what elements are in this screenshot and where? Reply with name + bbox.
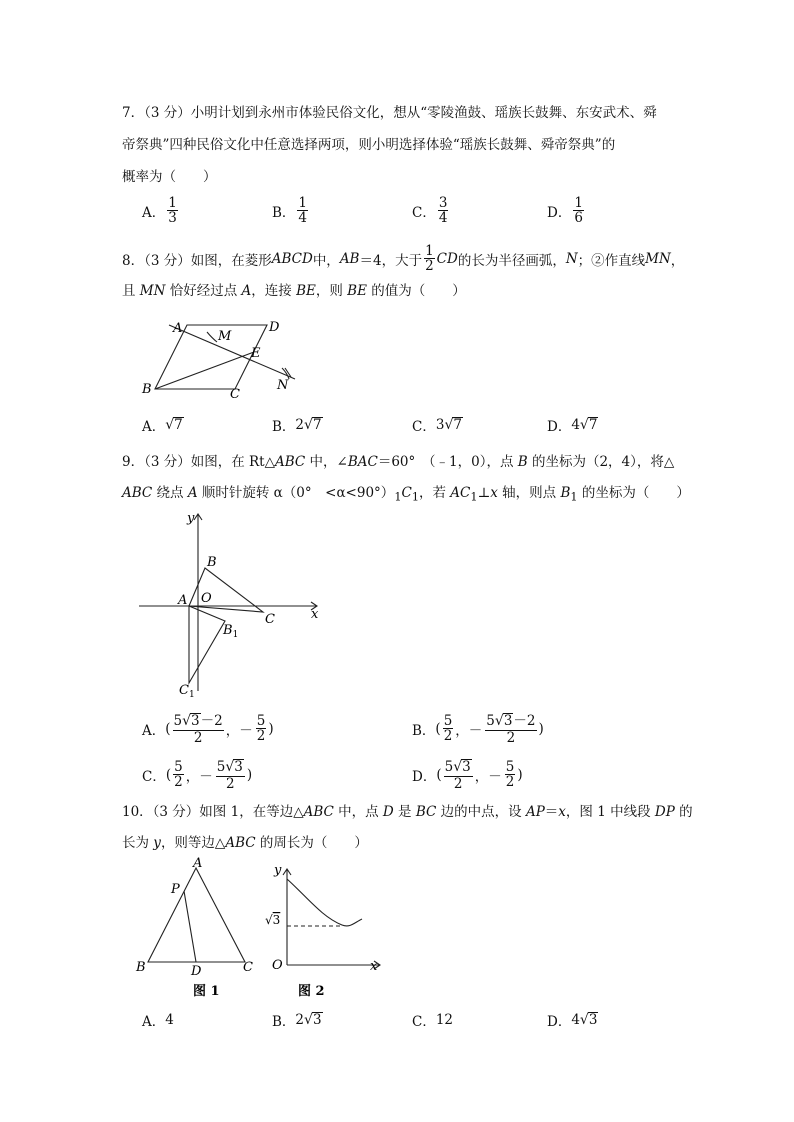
option-label: C． [142, 768, 166, 785]
coef: 5 [216, 759, 226, 775]
text: B [560, 485, 571, 501]
q7-option-b[interactable] [272, 196, 310, 225]
text: 中，∠ [305, 454, 348, 470]
paren-open: ( [165, 720, 171, 737]
text: 边的中点，设 [436, 804, 526, 820]
text: ⊥ [477, 485, 491, 501]
coef: 5 [173, 713, 183, 729]
label-o: O [272, 958, 283, 973]
q10-figure-1 [133, 857, 263, 1000]
option-fraction [167, 196, 178, 225]
text: ABC [225, 835, 256, 851]
text: ABCD [271, 250, 313, 267]
coef: 5 [444, 759, 454, 775]
option-fraction [573, 196, 584, 225]
text: ，连接 [251, 283, 297, 299]
figure-caption-1: 图 1 [193, 984, 220, 999]
text: BE [296, 283, 316, 299]
label-x: x [311, 607, 319, 622]
numerator: 1 [168, 195, 177, 211]
option-label: A． [142, 419, 166, 435]
label-n: N [277, 378, 289, 393]
radicand: 3 [588, 1011, 598, 1028]
text: ，则等边△ [160, 835, 226, 851]
label-a: A [173, 321, 183, 336]
label-b1-sub: 1 [232, 630, 239, 640]
label-m: M [218, 329, 232, 344]
curve [287, 879, 362, 926]
text: 绕点 [152, 485, 188, 501]
radicand: 7 [312, 416, 322, 433]
triangle-ab1c1 [189, 606, 225, 683]
figure-caption-2: 图 2 [298, 984, 325, 999]
text: BAC [347, 454, 378, 470]
denominator: 2 [453, 775, 463, 792]
label-o: O [201, 591, 212, 606]
option-label: B． [272, 204, 296, 221]
sqrt-icon: √ [579, 1012, 589, 1028]
q10-stem-line1 [122, 800, 693, 820]
sqrt-icon: √ [165, 417, 175, 433]
text: AC [450, 485, 471, 501]
label-b1 [222, 623, 238, 640]
numerator [444, 759, 473, 777]
paren-close: ) [268, 720, 274, 737]
text: x [558, 804, 566, 820]
label-y: y [187, 511, 195, 526]
text: ＝ [544, 804, 559, 820]
label-c: C [243, 960, 253, 975]
option-label: A． [142, 722, 166, 739]
fraction-1 [443, 714, 454, 743]
text: DP [654, 804, 675, 820]
q9-option-b[interactable] [412, 713, 544, 745]
subscript: 1 [411, 490, 419, 504]
coef: 5 [486, 713, 495, 729]
q9-stem-line1 [122, 450, 674, 470]
label-c1 [179, 683, 195, 700]
text: ＝4，大于 [359, 252, 423, 269]
radicand: 3 [312, 1011, 322, 1028]
label-p: P [171, 882, 180, 897]
coefficient: 3 [435, 417, 445, 433]
text: 恰好经过点 [165, 283, 242, 299]
denominator: 2 [174, 774, 183, 791]
option-label: B． [412, 722, 436, 739]
text: x [490, 485, 498, 501]
separator: ， [455, 722, 469, 739]
text: ， [670, 252, 685, 269]
q9-coordinate-figure [135, 508, 327, 700]
numerator [173, 713, 224, 731]
fraction-2 [256, 714, 267, 743]
q9-option-d[interactable] [412, 759, 523, 791]
coefficient: 2 [295, 417, 305, 433]
q7-stem-line2: 帝祭典”四种民俗文化中任意选择两项，则小明选择体验“瑶族长鼓舞、舜帝祭典”的 [122, 137, 616, 153]
text: MN [645, 250, 671, 267]
segment-be [155, 352, 254, 389]
text: y [153, 835, 161, 851]
paren-close: ) [517, 766, 523, 783]
q10-stem-line2 [122, 831, 368, 851]
radicand: 3 [191, 713, 200, 729]
q8-stem-line1 [122, 244, 684, 273]
denominator: 6 [574, 210, 583, 227]
label-y: y [274, 863, 282, 878]
coefficient: 2 [295, 1012, 305, 1028]
option-label: C． [412, 204, 436, 221]
q10-option-a[interactable] [142, 1010, 174, 1030]
denominator: 2 [225, 775, 235, 792]
radicand: 3 [503, 713, 513, 729]
q8-option-a[interactable] [142, 415, 184, 435]
subscript: 1 [470, 490, 478, 504]
fraction-1 [173, 713, 224, 745]
label-sqrt3 [265, 913, 280, 927]
q8-rhombus-figure [135, 312, 310, 404]
q8-stem-line2 [122, 279, 466, 299]
denominator: 4 [298, 210, 308, 227]
q10-figure-2 [262, 857, 392, 1000]
text: ；②作直线 [577, 252, 646, 269]
q8-option-c[interactable] [412, 415, 463, 435]
paren-open: ( [435, 720, 441, 737]
text: 的坐标为（2，4），将△ [527, 454, 675, 470]
denominator: 3 [168, 210, 177, 227]
numerator: 5 [443, 713, 453, 730]
numerator: 1 [298, 195, 308, 211]
numerator [485, 713, 536, 731]
separator: ， [474, 768, 489, 785]
text: 的坐标为（ ） [577, 485, 690, 501]
radicand: 3 [272, 913, 281, 927]
text: N [565, 250, 578, 267]
text: MN [139, 283, 166, 299]
label-x: x [370, 959, 378, 974]
text: 长为 [122, 835, 154, 851]
text: 顺时针旋转 α（0° <α<90°） [197, 485, 395, 501]
option-fraction [438, 196, 449, 225]
text: CD [436, 250, 458, 267]
text: ，则 [315, 283, 348, 299]
fraction-2 [216, 759, 245, 791]
text: A [241, 283, 252, 299]
q7-option-d[interactable] [547, 196, 586, 225]
numerator: 1 [574, 195, 583, 211]
numerator: 5 [256, 713, 266, 730]
label-e: E [251, 346, 261, 361]
text: D [382, 804, 394, 820]
radicand: 7 [588, 416, 598, 433]
numerator: 5 [505, 759, 515, 776]
text: 且 [122, 283, 140, 299]
text: 的值为（ ） [366, 283, 466, 299]
paren-open: ( [165, 766, 172, 783]
numerator: 5 [174, 759, 183, 776]
text: 的 [674, 804, 693, 820]
text: ABC [303, 804, 334, 820]
sqrt-icon: √ [579, 417, 589, 433]
q10-option-b[interactable] [272, 1010, 323, 1030]
label-c: C [265, 612, 275, 627]
text: BE [347, 283, 367, 299]
text: B [517, 454, 528, 470]
separator: ， [185, 768, 200, 785]
minus: － [199, 768, 213, 785]
text: 9．（3 分）如图，在 Rt△ [122, 454, 275, 470]
label-b: B [136, 960, 146, 975]
coefficient: 4 [571, 417, 580, 433]
q7-option-c[interactable] [412, 196, 450, 225]
sqrt-icon: √ [494, 713, 504, 729]
q9-option-c[interactable] [142, 759, 252, 791]
label-b: B [207, 555, 217, 570]
text: 中，点 [333, 804, 383, 820]
paren-close: ) [246, 766, 253, 783]
subscript: 1 [394, 490, 402, 504]
denominator: 2 [425, 258, 434, 275]
paren-open: ( [436, 766, 442, 783]
option-value: 12 [435, 1012, 454, 1028]
denominator: 2 [193, 729, 203, 746]
label-b: B [142, 382, 152, 397]
text: 的周长为（ ） [255, 835, 368, 851]
label-c: C [230, 387, 240, 402]
tail: －2 [513, 713, 536, 729]
numerator [216, 759, 245, 777]
minus: － [468, 722, 483, 739]
fraction-2 [505, 760, 516, 789]
numerator: 1 [425, 243, 434, 259]
denominator: 2 [506, 729, 516, 746]
subscript: 1 [570, 490, 578, 504]
q9-stem-line2 [122, 481, 690, 504]
fraction-1 [173, 760, 184, 789]
triangle-abc [148, 868, 245, 962]
option-label: B． [272, 419, 296, 435]
label-c1-letter: C [179, 683, 189, 698]
radicand: 7 [174, 416, 183, 433]
sqrt-icon: √ [304, 1012, 313, 1028]
label-d: D [191, 964, 202, 979]
denominator: 2 [443, 728, 453, 745]
fraction-1 [444, 759, 473, 791]
option-label: A． [142, 1014, 166, 1030]
sqrt-icon: √ [304, 417, 313, 433]
text: C [401, 485, 412, 501]
text: 轴，则点 [497, 485, 561, 501]
sqrt-icon: √ [444, 417, 454, 433]
text: 是 [393, 804, 416, 820]
q7-stem-line3: 概率为（ ） [122, 169, 217, 185]
text: ABC [274, 454, 306, 470]
text: BC [415, 804, 437, 820]
radicand: 7 [453, 416, 462, 433]
label-d: D [269, 320, 280, 335]
fraction-2 [485, 713, 536, 745]
q8-option-b[interactable] [272, 415, 323, 435]
label-a: A [178, 593, 188, 608]
text: AB [339, 250, 360, 267]
text: 10．（3 分）如图 1，在等边△ [122, 804, 304, 820]
option-label: C． [412, 419, 436, 435]
coefficient: 4 [571, 1012, 580, 1028]
q8-option-d[interactable] [547, 415, 598, 435]
segment-dp [184, 891, 196, 962]
option-label: A． [142, 204, 166, 221]
tail: －2 [200, 713, 223, 729]
arc-m [207, 332, 217, 342]
minus: － [239, 722, 253, 739]
q7-option-a[interactable] [142, 196, 180, 225]
option-label: C． [412, 1014, 436, 1030]
text: AP [525, 804, 545, 820]
sqrt-icon: √ [453, 759, 463, 775]
text: ＝60° （﹣1，0），点 [377, 454, 518, 470]
text: ，若 [419, 485, 451, 501]
text: 中， [312, 252, 340, 269]
half-fraction [424, 244, 435, 273]
sqrt-icon: √ [225, 759, 235, 775]
label-b1-letter: B [223, 623, 233, 638]
q10-option-d[interactable] [547, 1010, 598, 1030]
separator: ， [225, 722, 240, 739]
sqrt-icon: √ [265, 913, 273, 927]
radicand: 3 [234, 759, 243, 775]
option-label: D． [412, 768, 437, 785]
numerator: 3 [438, 195, 448, 211]
q7-stem-line1: 7．（3 分）小明计划到永州市体验民俗文化，想从“零陵渔鼓、瑶族长鼓舞、东安武术、舜 [122, 105, 657, 121]
sqrt-icon: √ [182, 713, 192, 729]
label-c1-sub: 1 [188, 690, 195, 700]
radicand: 3 [462, 759, 471, 775]
q10-option-c[interactable] [412, 1010, 453, 1030]
option-label: D． [547, 204, 572, 221]
option-label: B． [272, 1014, 296, 1030]
option-label: D． [547, 419, 572, 435]
text: A [187, 485, 198, 501]
text: 的长为半径画弧， [457, 252, 566, 269]
label-a: A [193, 857, 203, 871]
text: ABC [122, 485, 153, 501]
denominator: 2 [256, 728, 266, 745]
text: 8．（3 分）如图，在菱形 [122, 252, 272, 269]
minus: － [488, 768, 502, 785]
denominator: 4 [438, 210, 448, 227]
denominator: 2 [505, 774, 515, 791]
paren-close: ) [538, 720, 544, 737]
q9-option-a[interactable] [142, 713, 274, 745]
text: ，图 1 中线段 [565, 804, 655, 820]
option-value: 4 [165, 1012, 174, 1028]
option-label: D． [547, 1014, 572, 1030]
option-fraction [297, 196, 308, 225]
